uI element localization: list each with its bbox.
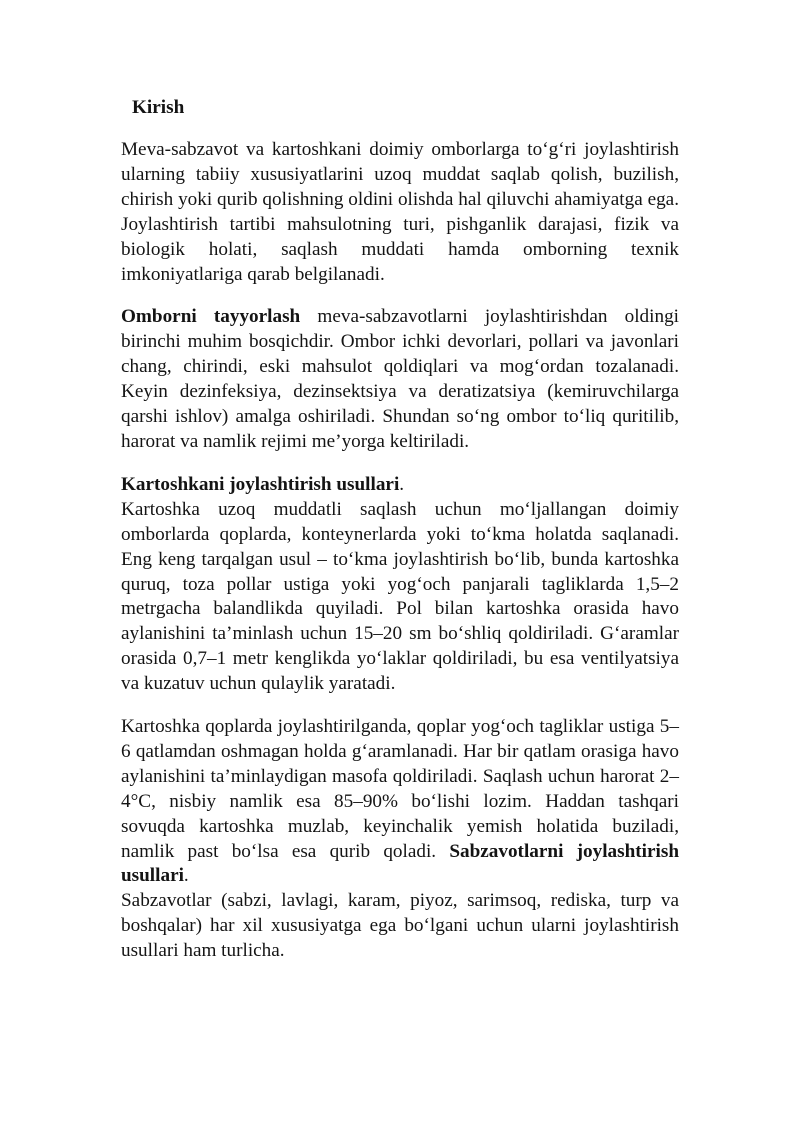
- warehouse-preparation-paragraph: [121, 305, 679, 454]
- potato-sacks-text: Kartoshka qoplarda joylashtirilganda, qoplar yog‘och tagliklar ustiga 5–6 qatlamdan oshmagan holda g‘aramlanadi. Har bir qatlam orasiga havo aylanishini ta’minlaydigan masofa qoldiriladi. Saqlash uchun harorat 2–4°C, nisbiy namlik esa 85–90% bo‘lishi lozim. Haddan tashqari sovuqda kartoshka muzlab, keyinchalik yemish holatida buziladi, namlik past bo‘lsa esa qurib qoladi.: [121, 716, 679, 862]
- warehouse-preparation-term: Omborni tayyorlash: [121, 306, 301, 328]
- document-page: [121, 96, 679, 964]
- section-heading: Kirish: [132, 97, 185, 118]
- intro-paragraph: Meva-sabzavot va kartoshkani doimiy omborlarga to‘g‘ri joylashtirish ularning tabiiy xususiyatlarini uzoq muddat saqlab qolish, buzilish, chirish yoki qurib qolishning oldini olishda hal qiluvchi ahamiyatga ega. Joylashtirish tartibi mahsulotning turi, pishganlik darajasi, fizik va biologik holati, saqlash muddati hamda omborning texnik imkoniyatlariga qarab belgilanadi.: [121, 139, 679, 285]
- potato-methods-title: Kartoshkani joylashtirish usullari: [121, 473, 400, 495]
- warehouse-preparation-text: meva-sabzavotlarni joylashtirishdan oldingi birinchi muhim bosqichdir. Ombor ichki devorlari, pollari va javonlari chang, chirindi, eski mahsulot qoldiqlari va mog‘ordan tozalanadi. Keyin dezinfeksiya, dezinsektsiya va deratizatsiya (kemiruvchilarga qarshi ishlov) amalga oshiriladi. Shundan so‘ng ombor to‘liq quritilib, harorat va namlik rejimi me’yorga keltiriladi.: [121, 306, 679, 452]
- potato-methods-subheading: [121, 473, 679, 498]
- vegetable-methods-title: Sabzavotlarni joylashtirish usullari: [121, 840, 679, 887]
- potato-sacks-paragraph: [121, 715, 679, 889]
- vegetables-paragraph: Sabzavotlar (sabzi, lavlagi, karam, piyoz, sarimsoq, rediska, turp va boshqalar) har xil xususiyatga ega bo‘lgani uchun ularni joylashtirish usullari ham turlicha.: [121, 890, 679, 962]
- vegetable-methods-punct: .: [183, 865, 189, 887]
- potato-methods-punct: .: [399, 473, 405, 495]
- potato-bulk-paragraph: Kartoshka uzoq muddatli saqlash uchun mo‘ljallangan doimiy omborlarda qoplarda, konteynerlarda yoki to‘kma holatda saqlanadi. Eng keng tarqalgan usul – to‘kma joylashtirish bo‘lib, bunda kartoshka quruq, toza pollar ustiga yoki yog‘och panjarali tagliklarda 1,5–2 metrgacha balandlikda quyiladi. Pol bilan kartoshka orasida havo aylanishini ta’minlash uchun 15–20 sm bo‘shliq qoldiriladi. G‘aramlar orasida 0,7–1 metr kenglikda yo‘laklar qoldiriladi, bu esa ventilyatsiya va kuzatuv uchun qulaylik yaratadi.: [121, 498, 679, 695]
